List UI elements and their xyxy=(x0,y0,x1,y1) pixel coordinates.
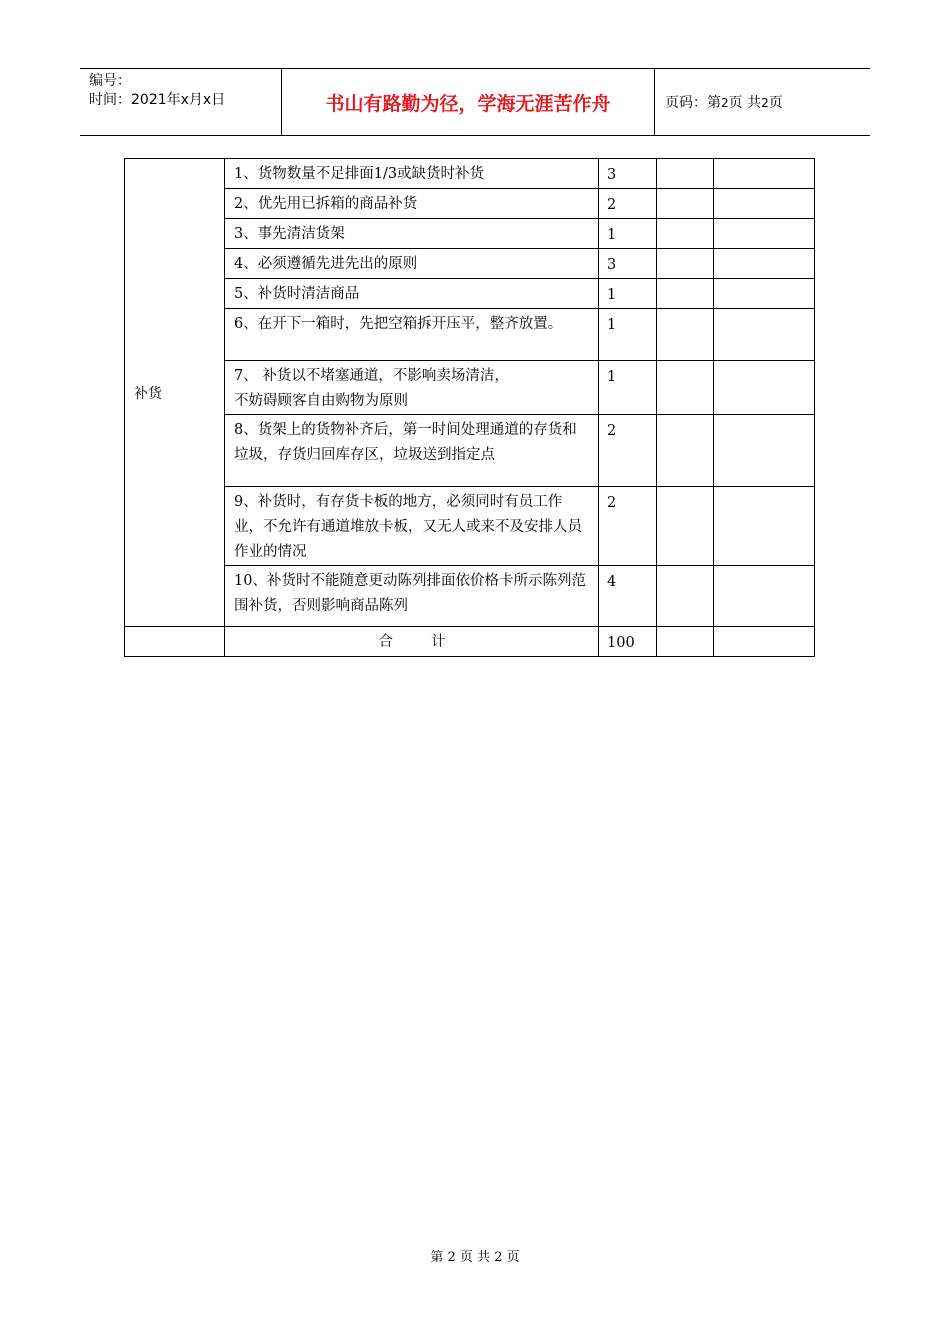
blank-cell xyxy=(657,279,714,309)
blank-cell xyxy=(714,566,815,627)
total-label-b: 计 xyxy=(431,634,446,650)
blank-cell xyxy=(714,415,815,487)
table-row xyxy=(125,415,815,487)
criteria-line: 不妨碍顾客自由购物为原则 xyxy=(234,393,408,409)
criteria-cell: 3、事先清洁货架 xyxy=(225,219,599,249)
score-cell: 2 xyxy=(599,189,657,219)
blank-cell xyxy=(657,219,714,249)
page-current: 2 xyxy=(721,96,729,110)
category-cell: 补货 xyxy=(125,159,225,627)
table-row xyxy=(125,249,815,279)
criteria-cell: 10、补货时不能随意更动陈列排面依价格卡所示陈列范围补货，否则影响商品陈列 xyxy=(225,566,599,627)
criteria-line: 7、 补货以不堵塞通道，不影响卖场清洁， xyxy=(234,368,509,384)
number-label: 编号： xyxy=(89,73,131,89)
table-row xyxy=(125,159,815,189)
blank-cell xyxy=(714,487,815,566)
score-cell: 2 xyxy=(599,487,657,566)
score-cell: 1 xyxy=(599,309,657,361)
score-cell: 1 xyxy=(599,279,657,309)
blank-cell xyxy=(657,415,714,487)
criteria-cell: 5、补货时清洁商品 xyxy=(225,279,599,309)
blank-cell xyxy=(657,487,714,566)
header-motto xyxy=(282,69,655,135)
blank-cell xyxy=(657,189,714,219)
total-score: 100 xyxy=(599,627,657,657)
criteria-cell: 1、货物数量不足排面1/3或缺货时补货 xyxy=(225,159,599,189)
blank-cell xyxy=(714,159,815,189)
table-row xyxy=(125,219,815,249)
blank-cell xyxy=(714,361,815,415)
blank-cell xyxy=(714,627,815,657)
blank-cell xyxy=(657,159,714,189)
blank-cell xyxy=(714,279,815,309)
criteria-cell xyxy=(225,361,599,415)
header-page-number xyxy=(655,69,870,135)
score-cell: 1 xyxy=(599,361,657,415)
criteria-cell: 4、必须遵循先进先出的原则 xyxy=(225,249,599,279)
score-cell: 2 xyxy=(599,415,657,487)
blank-cell xyxy=(714,309,815,361)
page-header xyxy=(80,68,870,136)
score-cell: 3 xyxy=(599,249,657,279)
criteria-cell: 2、优先用已拆箱的商品补货 xyxy=(225,189,599,219)
page-mid: 页 共 xyxy=(728,95,762,111)
score-cell: 3 xyxy=(599,159,657,189)
blank-cell xyxy=(125,627,225,657)
total-label xyxy=(225,627,599,657)
total-label-a: 合 xyxy=(378,634,393,650)
table-row xyxy=(125,487,815,566)
total-row xyxy=(125,627,815,657)
time-label: 时间：2021年x月x日 xyxy=(89,92,226,108)
blank-cell xyxy=(657,627,714,657)
criteria-cell: 9、补货时，有存货卡板的地方，必须同时有员工作业，不允许有通道堆放卡板，又无人或来不及安排人员作业的情况 xyxy=(225,487,599,566)
replenishment-score-table xyxy=(124,158,815,657)
table-row xyxy=(125,361,815,415)
table-row xyxy=(125,566,815,627)
page-total: 2 xyxy=(761,96,769,110)
page-footer: 第 2 页 共 2 页 xyxy=(430,1250,520,1265)
table-row xyxy=(125,309,815,361)
blank-cell xyxy=(657,309,714,361)
blank-cell xyxy=(714,189,815,219)
blank-cell xyxy=(657,566,714,627)
motto-text: 书山有路勤为径，学海无涯苦作舟 xyxy=(325,92,611,115)
blank-cell xyxy=(657,361,714,415)
page-prefix: 页码：第 xyxy=(665,95,721,111)
blank-cell xyxy=(714,219,815,249)
criteria-cell: 8、货架上的货物补齐后，第一时间处理通道的存货和垃圾，存货归回库存区，垃圾送到指定点 xyxy=(225,415,599,487)
blank-cell xyxy=(714,249,815,279)
criteria-cell: 6、在开下一箱时，先把空箱拆开压平，整齐放置。 xyxy=(225,309,599,361)
page-suffix: 页 xyxy=(768,95,783,111)
table-row xyxy=(125,279,815,309)
header-info xyxy=(80,69,282,135)
table-row xyxy=(125,189,815,219)
blank-cell xyxy=(657,249,714,279)
score-cell: 1 xyxy=(599,219,657,249)
score-cell: 4 xyxy=(599,566,657,627)
